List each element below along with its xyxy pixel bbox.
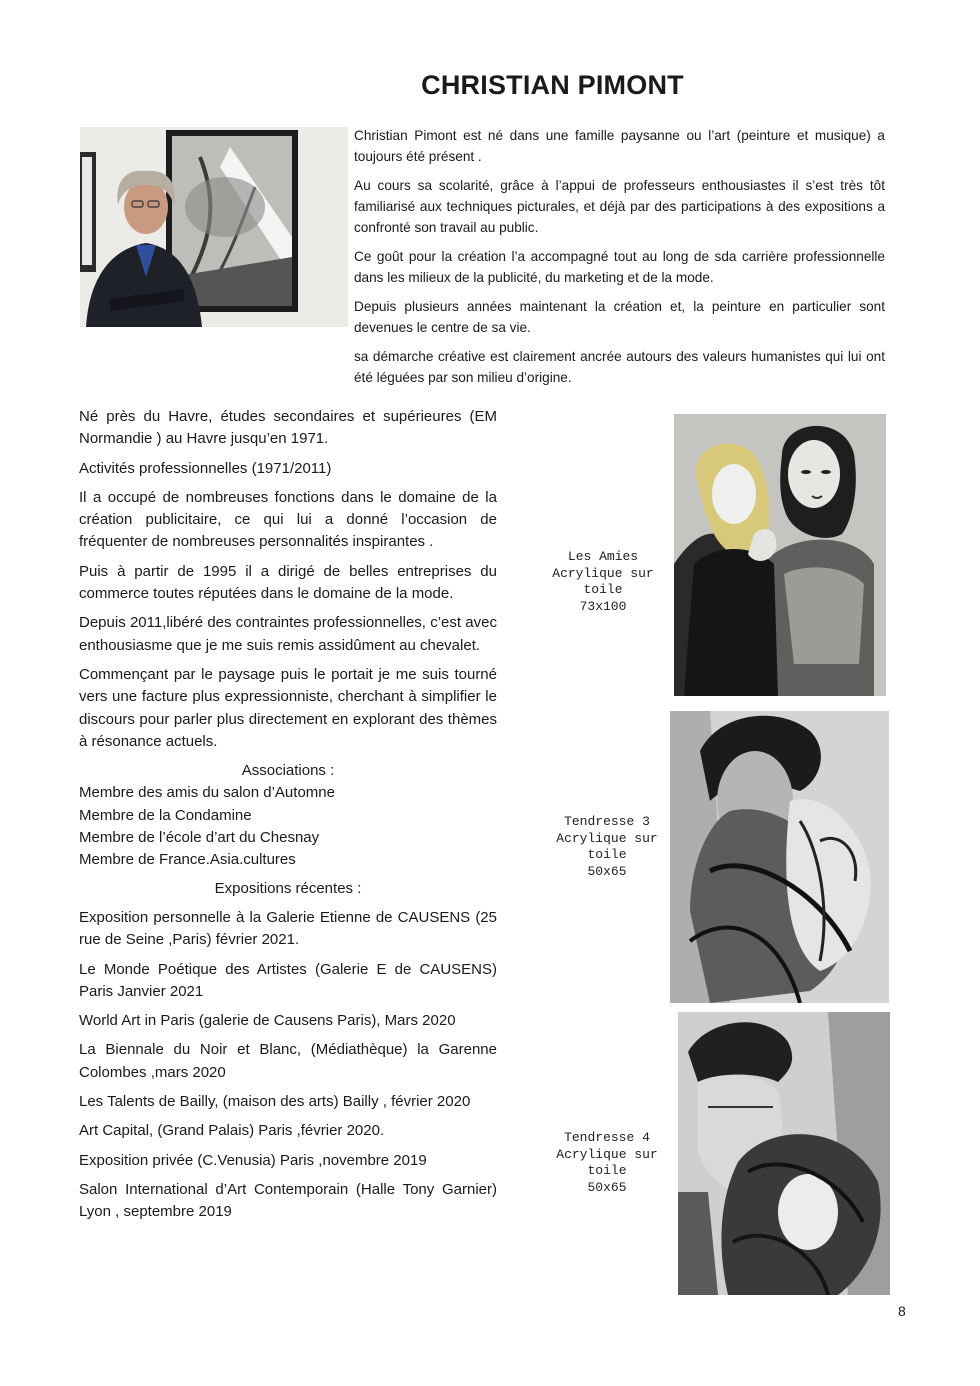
artwork-medium: Acrylique sur bbox=[552, 565, 654, 581]
associations-heading: Associations : bbox=[241, 762, 335, 780]
artwork-caption-tendresse-4 bbox=[532, 1130, 682, 1196]
artwork-medium: toile bbox=[583, 582, 623, 597]
exposition-item: Les Talents de Bailly, (maison des arts) Bailly , février 2020 bbox=[79, 1093, 471, 1111]
intro-paragraph: Christian Pimont est né dans une famille paysanne ou l’art (peinture et musique) a toujours été présent . bbox=[354, 128, 885, 164]
artwork-title: Tendresse 3 bbox=[564, 814, 650, 829]
associations-item: Membre des amis du salon d’Automne bbox=[79, 784, 335, 802]
bio-paragraph: Né près du Havre, études secondaires et supérieures (EM Normandie ) au Havre jusqu’en 1971. bbox=[79, 408, 497, 448]
artwork-caption-tendresse-3 bbox=[532, 814, 682, 880]
associations-item: Membre de France.Asia.cultures bbox=[79, 851, 296, 869]
artwork-medium: Acrylique sur bbox=[556, 830, 658, 846]
exposition-item: Le Monde Poétique des Artistes (Galerie E de CAUSENS) Paris Janvier 2021 bbox=[79, 960, 497, 1000]
biography bbox=[79, 406, 497, 1231]
bio-paragraph: Depuis 2011,libéré des contraintes professionnelles, c’est avec enthousiasme que je me suis remis assidûment au chevalet. bbox=[79, 614, 497, 654]
artwork-caption-les-amies bbox=[528, 549, 678, 615]
artwork-medium: toile bbox=[587, 847, 627, 862]
exposition-item: La Biennale du Noir et Blanc, (Médiathèque) la Garenne Colombes ,mars 2020 bbox=[79, 1041, 497, 1081]
associations-item: Membre de l’école d’art du Chesnay bbox=[79, 829, 320, 847]
expositions-heading: Expositions récentes : bbox=[214, 879, 362, 897]
bio-paragraph: Puis à partir de 1995 il a dirigé de belles entreprises du commerce toutes réputées dans le domaine de la mode. bbox=[79, 562, 497, 603]
intro-text bbox=[354, 125, 885, 396]
exposition-item: Salon International d’Art Contemporain (Halle Tony Garnier) Lyon , septembre 2019 bbox=[79, 1180, 497, 1221]
artwork-title: Tendresse 4 bbox=[564, 1130, 650, 1145]
exposition-item: Exposition personnelle à la Galerie Etienne de CAUSENS (25 rue de Seine ,Paris) février 2021. bbox=[79, 908, 497, 949]
intro-paragraph: Au cours sa scolarité, grâce à l’appui de professeurs enthousiastes il s’est très tôt familiarisé aux techniques picturales, et déjà par des participations à des expositions a confronté son travail au public. bbox=[354, 178, 885, 235]
page-title: CHRISTIAN PIMONT bbox=[421, 70, 684, 100]
artwork-medium: Acrylique sur bbox=[556, 1146, 658, 1162]
artwork-size: 50x65 bbox=[587, 863, 627, 879]
artwork-medium: toile bbox=[587, 1163, 627, 1178]
painting-tendresse-4 bbox=[678, 1012, 890, 1295]
exposition-item: World Art in Paris (galerie de Causens Paris), Mars 2020 bbox=[79, 1012, 456, 1030]
artwork-title: Les Amies bbox=[567, 549, 639, 564]
intro-paragraph: Depuis plusieurs années maintenant la création et, la peinture en particulier sont devenues le centre de sa vie. bbox=[354, 299, 885, 335]
artwork-size: 73x100 bbox=[579, 598, 627, 614]
painting-tendresse-3 bbox=[670, 711, 889, 1003]
bio-paragraph: Activités professionnelles (1971/2011) bbox=[79, 459, 332, 477]
bio-paragraph: Il a occupé de nombreuses fonctions dans le domaine de la création publicitaire, ce qui lui a donné l’occasion de fréquenter de nombreuses personnalités inspirantes . bbox=[79, 488, 497, 551]
bio-paragraph: Commençant par le paysage puis le portait je me suis tourné vers une facture plus expressionniste, cherchant à simplifier le discours pour parler plus directement en explorant des thèmes à résonance actuels. bbox=[79, 665, 497, 750]
exposition-item: Exposition privée (C.Venusia) Paris ,novembre 2019 bbox=[79, 1151, 427, 1169]
exposition-item: Art Capital, (Grand Palais) Paris ,février 2020. bbox=[79, 1122, 385, 1140]
intro-paragraph: Ce goût pour la création l’a accompagné tout au long de sda carrière professionnelle dans les milieux de la publicité, du marketing et de la mode. bbox=[354, 249, 885, 285]
painting-les-amies bbox=[674, 414, 886, 696]
artwork-size: 50x65 bbox=[587, 1179, 627, 1195]
page-number: 8 bbox=[898, 1303, 906, 1319]
artist-portrait-photo bbox=[80, 127, 348, 327]
associations-item: Membre de la Condamine bbox=[79, 806, 252, 824]
intro-paragraph: sa démarche créative est clairement ancrée autours des valeurs humanistes qui lui ont été léguées par son milieu d’origine. bbox=[354, 349, 885, 385]
